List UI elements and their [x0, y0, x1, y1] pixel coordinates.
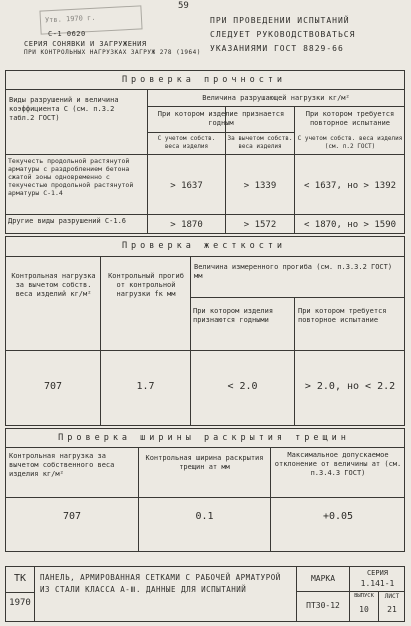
crack-title: Проверка ширины раскрытия трещин	[58, 433, 350, 443]
vypusk-value: 10	[359, 605, 369, 614]
divider	[147, 132, 294, 133]
strength-col-type: Виды разрушений и величина коэффициента С (см. п.3.2 табл.2 ГОСТ)	[9, 96, 119, 122]
crack-col1: Контрольная нагрузка за вычетом собственного веса изделия кг/м²	[9, 452, 115, 478]
list-value: 21	[387, 605, 397, 614]
divider	[5, 592, 35, 593]
crack-value-3: +0.05	[322, 511, 354, 522]
divider	[190, 297, 405, 298]
stiffness-col2: Контрольный прогиб от контрольной нагрузки fк мм	[108, 272, 184, 298]
year-label: 1970	[9, 598, 31, 608]
strength-sub-without-weight: За вычетом собств. веса изделия	[227, 135, 293, 150]
header-right-line-1: ПРИ ПРОВЕДЕНИИ ИСПЫТАНИЙ	[210, 16, 350, 25]
strength-row1-value-3: < 1637, но > 1392	[303, 181, 397, 191]
crack-value-1: 707	[62, 511, 82, 522]
divider	[5, 497, 405, 498]
divider	[147, 89, 148, 233]
tk-label: ТК	[13, 573, 27, 584]
strength-sub-with-weight: С учетом собств. веса изделия	[157, 135, 216, 150]
strength-title: Проверка прочности	[121, 75, 287, 85]
strength-row2-value-1: > 1870	[170, 220, 203, 230]
crack-col3: Максимальное допускаемое отклонение от величины aт (см. п.3.4.3 ГОСТ)	[274, 451, 402, 477]
marka-label: МАРКА	[310, 574, 336, 583]
strength-sub-with-weight-gost: С учетом собств. веса изделия (см. п.2 ГОСТ)	[297, 135, 403, 150]
stiffness-value-2: 1.7	[136, 381, 155, 392]
divider	[270, 447, 271, 552]
divider	[5, 89, 405, 90]
divider	[5, 447, 405, 448]
seriya-label: СЕРИЯ	[366, 569, 389, 577]
stiffness-title: Проверка жесткости	[121, 241, 287, 251]
divider	[5, 154, 405, 155]
header-right-line-3: УКАЗАНИЯМИ ГОСТ 8829-66	[210, 44, 344, 53]
stiffness-sub-retest: При котором требуется повторное испытание	[298, 307, 387, 324]
header-left-line-2: СЕРИЯ СОНЯВКИ И ЗАГРУЖЕНИЯ	[24, 40, 147, 48]
stiffness-value-3: < 2.0	[227, 381, 258, 392]
divider	[5, 256, 405, 257]
stiffness-col3: Величина измеренного прогиба (см. п.3.3.2 ГОСТ) мм	[194, 263, 393, 280]
vypusk-label: ВЫПУСК	[354, 593, 374, 599]
divider	[5, 214, 405, 215]
divider	[100, 256, 101, 426]
stiffness-value-1: 707	[43, 381, 63, 392]
strength-row2-label: Другие виды разрушений С-1.6	[8, 217, 127, 225]
strength-row1-label: Текучесть продольной растянутой арматуры с раздроблением бетона сжатой зоны одновременно с текучестью продольной растянутой арматуры С-1.4	[8, 157, 134, 197]
crack-col2: Контрольная ширина раскрытия трещин aт мм	[145, 454, 264, 471]
strength-row1-value-2: > 1339	[243, 181, 277, 191]
stiffness-value-4: > 2.0, но < 2.2	[304, 381, 396, 392]
stiffness-col1: Контрольная нагрузка за вычетом собств. веса изделий кг/м²	[11, 272, 96, 298]
crack-value-2: 0.1	[195, 511, 214, 522]
divider	[190, 256, 191, 426]
strength-col-load: Величина разрушающей нагрузки кг/м²	[202, 94, 350, 102]
strength-sub-accepted: При котором изделие признается годным	[157, 110, 285, 127]
stamp-text: Утв. 1970 г.	[44, 13, 96, 25]
divider	[5, 350, 405, 351]
divider	[147, 106, 405, 107]
divider	[138, 447, 139, 552]
strength-sub-retest: При котором требуется повторное испытание	[305, 110, 395, 127]
seriya-value: 1.141-1	[360, 579, 395, 588]
footer-description: ПАНЕЛЬ, АРМИРОВАННАЯ СЕТКАМИ С РАБОЧЕЙ АРМАТУРОЙ ИЗ СТАЛИ КЛАССА А-Ⅲ. ДАННЫЕ ДЛЯ ИСПЫТАНИЙ	[40, 573, 281, 594]
header-left-line-1: С-1 0620	[48, 30, 86, 38]
strength-row2-value-3: < 1870, но > 1590	[303, 220, 397, 230]
stiffness-sub-accepted: При котором изделия признаются годными	[193, 307, 274, 324]
header-right-line-2: СЛЕДУЕТ РУКОВОДСТВОВАТЬСЯ	[210, 30, 356, 39]
marka-value: ПТ30-12	[306, 601, 340, 610]
divider	[34, 566, 35, 622]
header-left-line-3: ПРИ КОНТРОЛЬНЫХ НАГРУЗКАХ ЗАГРУЖ 278 (1964)	[24, 49, 201, 56]
list-label: ЛИСТ	[384, 593, 400, 600]
strength-row2-value-2: > 1572	[243, 220, 277, 230]
divider	[294, 297, 295, 426]
strength-row1-value-1: > 1637	[170, 181, 203, 191]
page-number: 59	[178, 1, 189, 11]
